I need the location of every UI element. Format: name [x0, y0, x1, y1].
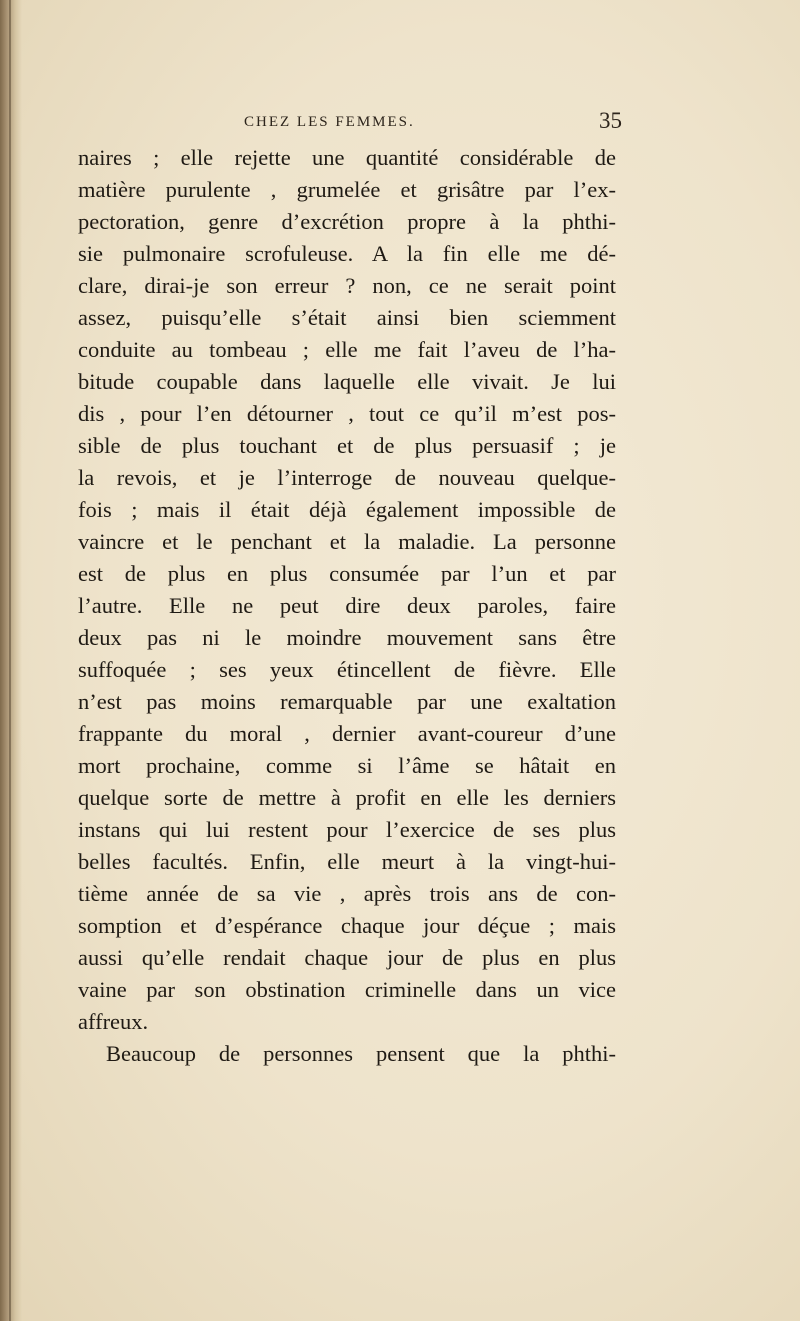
- text-line: sible de plus touchant et de plus persuasif ; je: [78, 433, 616, 458]
- text-line: tième année de sa vie , après trois ans de con-: [78, 881, 616, 906]
- text-line: n’est pas moins remarquable par une exaltation: [78, 689, 616, 714]
- text-line: belles facultés. Enfin, elle meurt à la vingt-hui-: [78, 849, 616, 874]
- text-line: vaine par son obstination criminelle dans un vice: [78, 977, 616, 1002]
- text-line: naires ; elle rejette une quantité considérable de: [78, 145, 616, 170]
- text-line: mort prochaine, comme si l’âme se hâtait en: [78, 753, 616, 778]
- running-head: CHEZ LES FEMMES.: [244, 114, 415, 130]
- text-line: clare, dirai-je son erreur ? non, ce ne serait point: [78, 273, 616, 298]
- text-line: conduite au tombeau ; elle me fait l’aveu de l’ha-: [78, 337, 616, 362]
- text-line: aussi qu’elle rendait chaque jour de plus en plus: [78, 945, 616, 970]
- text-line: matière purulente , grumelée et grisâtre par l’ex-: [78, 177, 616, 202]
- text-line: est de plus en plus consumée par l’un et par: [78, 561, 616, 586]
- text-line: affreux.: [78, 1009, 149, 1034]
- text-line: fois ; mais il était déjà également impossible de: [78, 497, 616, 522]
- text-line: dis , pour l’en détourner , tout ce qu’il m’est pos-: [78, 401, 616, 426]
- text-line: pectoration, genre d’excrétion propre à la phthi-: [78, 209, 616, 234]
- text-line: somption et d’espérance chaque jour déçue ; mais: [78, 913, 616, 938]
- text-line: deux pas ni le moindre mouvement sans être: [78, 625, 616, 650]
- text-line: vaincre et le penchant et la maladie. La personne: [78, 529, 616, 554]
- text-line: suffoquée ; ses yeux étincellent de fièvre. Elle: [78, 657, 616, 682]
- page-number: 35: [599, 108, 622, 133]
- body-text: [78, 142, 616, 1070]
- text-line: instans qui lui restent pour l’exercice de ses plus: [78, 817, 616, 842]
- binding-edge: [9, 0, 11, 1321]
- text-line: l’autre. Elle ne peut dire deux paroles, faire: [78, 593, 616, 618]
- text-line: la revois, et je l’interroge de nouveau quelque-: [78, 465, 616, 490]
- text-line: sie pulmonaire scrofuleuse. A la fin elle me dé-: [78, 241, 616, 266]
- text-line: quelque sorte de mettre à profit en elle les derniers: [78, 785, 616, 810]
- page-gutter: [0, 0, 22, 1321]
- paragraph-start-line: Beaucoup de personnes pensent que la phthi-: [106, 1041, 616, 1066]
- text-line: frappante du moral , dernier avant-coureur d’une: [78, 721, 616, 746]
- text-line: bitude coupable dans laquelle elle vivait. Je lui: [78, 369, 616, 394]
- text-line: assez, puisqu’elle s’était ainsi bien sciemment: [78, 305, 616, 330]
- page-header: [78, 108, 622, 138]
